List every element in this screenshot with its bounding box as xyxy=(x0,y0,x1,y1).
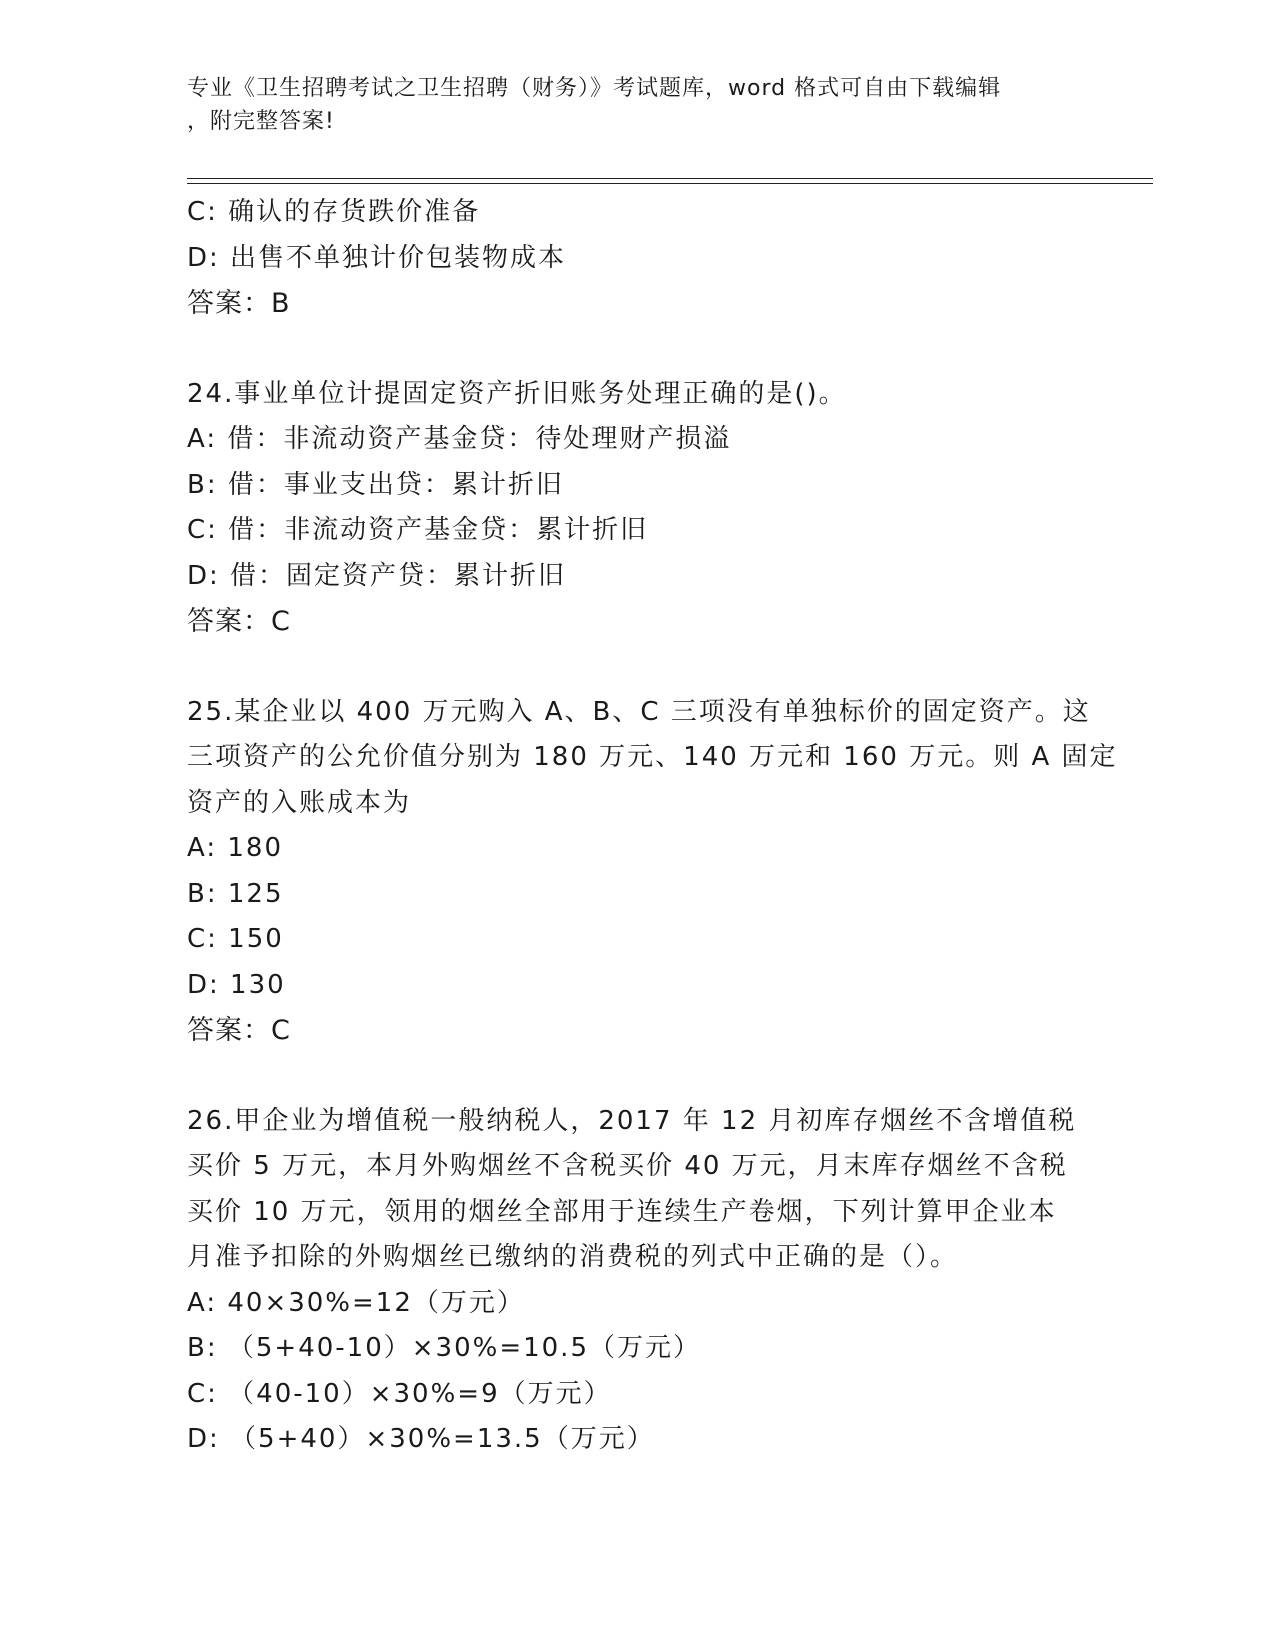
answer-line: 答案：C xyxy=(187,606,291,637)
option-a: A: 借：非流动资产基金贷：待处理财产损溢 xyxy=(187,424,732,454)
option-a: A: 180 xyxy=(187,833,283,863)
question-block-23 xyxy=(187,190,1087,327)
question-text-line-1: 25.某企业以 400 万元购入 A、B、C 三项没有单独标价的固定资产。这 xyxy=(187,696,1091,727)
question-text-line-4: 月准予扣除的外购烟丝已缴纳的消费税的列式中正确的是（）。 xyxy=(187,1242,959,1272)
answer-line: 答案：C xyxy=(187,1015,291,1046)
option-a: A: 40×30%=12（万元） xyxy=(187,1287,525,1318)
option-d: D: （5+40）×30%=13.5（万元） xyxy=(187,1424,655,1454)
spacer xyxy=(187,645,1087,690)
question-block-26 xyxy=(187,1099,1087,1463)
question-text: 24.事业单位计提固定资产折旧账务处理正确的是()。 xyxy=(187,378,847,409)
option-c: C: 确认的存货跌价准备 xyxy=(187,197,481,227)
question-block-25 xyxy=(187,690,1118,1054)
question-text-line-2: 三项资产的公允价值分别为 180 万元、140 万元和 160 万元。则 A 固定 xyxy=(187,742,1118,772)
header-divider-top xyxy=(187,178,1153,179)
answer-line: 答案：B xyxy=(187,288,291,319)
option-d: D: 出售不单独计价包装物成本 xyxy=(187,242,567,273)
question-text-line-3: 买价 10 万元，领用的烟丝全部用于连续生产卷烟，下列计算甲企业本 xyxy=(187,1196,1057,1227)
option-c: C: 150 xyxy=(187,924,284,954)
header-divider-bottom xyxy=(187,183,1153,184)
option-b: B: （5+40-10）×30%=10.5（万元） xyxy=(187,1333,701,1363)
option-c: C: （40-10）×30%=9（万元） xyxy=(187,1378,612,1409)
question-text-line-1: 26.甲企业为增值税一般纳税人，2017 年 12 月初库存烟丝不含增值税 xyxy=(187,1105,1077,1136)
option-d: D: 借：固定资产贷：累计折旧 xyxy=(187,560,567,591)
option-c: C: 借：非流动资产基金贷：累计折旧 xyxy=(187,515,649,545)
option-b: B: 125 xyxy=(187,878,284,909)
question-text-line-3: 资产的入账成本为 xyxy=(187,787,412,818)
option-d: D: 130 xyxy=(187,969,286,1000)
question-block-24 xyxy=(187,372,1087,645)
document-header xyxy=(187,72,1067,138)
spacer xyxy=(187,327,1087,372)
header-line-1: 专业《卫生招聘考试之卫生招聘（财务）》考试题库，word 格式可自由下载编辑 xyxy=(187,76,1002,101)
header-line-2: ，附完整答案! xyxy=(187,109,335,134)
spacer xyxy=(187,1054,1087,1099)
option-b: B: 借：事业支出贷：累计折旧 xyxy=(187,469,564,500)
document-body xyxy=(187,190,1118,1463)
question-text-line-2: 买价 5 万元，本月外购烟丝不含税买价 40 万元，月末库存烟丝不含税 xyxy=(187,1151,1068,1181)
